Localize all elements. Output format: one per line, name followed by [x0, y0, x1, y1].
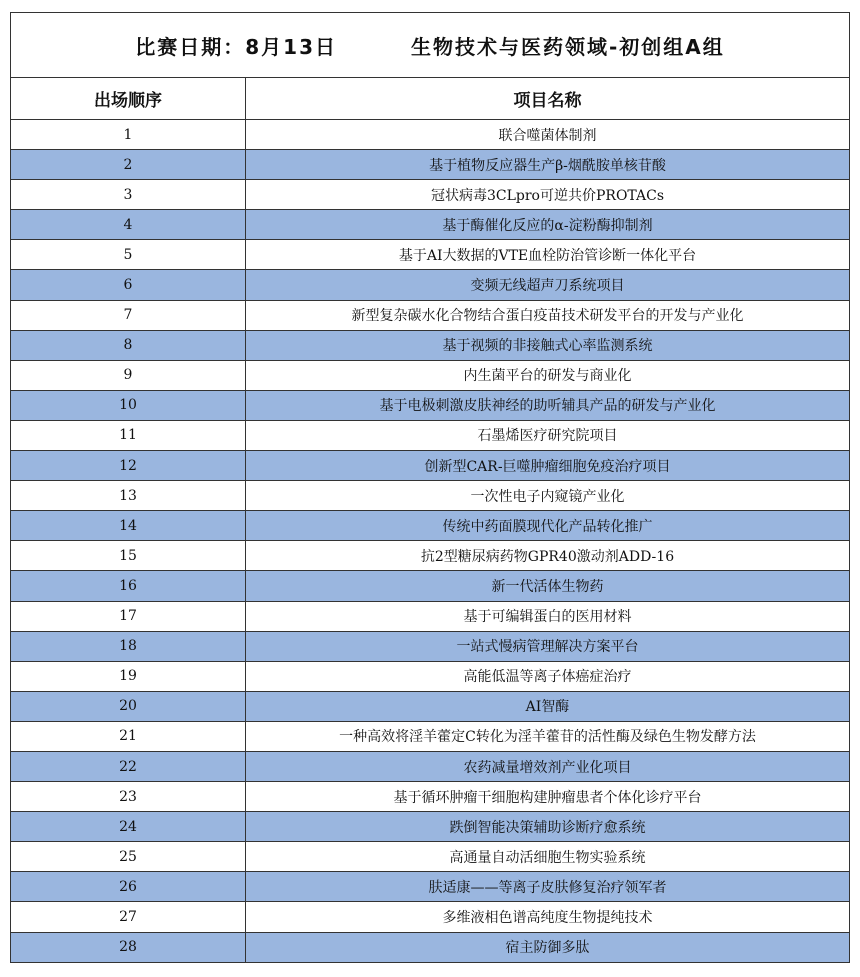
order-cell: 15	[11, 541, 246, 571]
table-row	[11, 541, 850, 571]
order-cell: 18	[11, 631, 246, 661]
competition-date: 比赛日期：8月13日	[135, 34, 337, 59]
order-cell: 2	[11, 150, 246, 180]
project-name-cell: 内生菌平台的研发与商业化	[246, 360, 850, 390]
project-name-cell: 联合噬菌体制剂	[246, 120, 850, 150]
table-row	[11, 481, 850, 511]
project-name-cell: 变频无线超声刀系统项目	[246, 270, 850, 300]
order-cell: 11	[11, 420, 246, 450]
table-row	[11, 601, 850, 631]
project-name-cell: 肤适康——等离子皮肤修复治疗领军者	[246, 872, 850, 902]
table-row	[11, 300, 850, 330]
project-name-cell: 一站式慢病管理解决方案平台	[246, 631, 850, 661]
table-row	[11, 872, 850, 902]
table-row	[11, 210, 850, 240]
title-cell	[11, 13, 850, 78]
order-cell: 14	[11, 511, 246, 541]
order-cell: 27	[11, 902, 246, 932]
project-name-cell: 宿主防御多肽	[246, 932, 850, 962]
project-name-cell: 高能低温等离子体癌症治疗	[246, 661, 850, 691]
project-name-cell: 石墨烯医疗研究院项目	[246, 420, 850, 450]
order-cell: 26	[11, 872, 246, 902]
project-name-cell: 基于电极刺激皮肤神经的助听辅具产品的研发与产业化	[246, 390, 850, 420]
table-row	[11, 812, 850, 842]
project-name-cell: AI智酶	[246, 691, 850, 721]
project-name-cell: 新一代活体生物药	[246, 571, 850, 601]
order-cell: 16	[11, 571, 246, 601]
order-cell: 19	[11, 661, 246, 691]
order-cell: 24	[11, 812, 246, 842]
order-cell: 5	[11, 240, 246, 270]
order-cell: 20	[11, 691, 246, 721]
project-name-cell: 农药减量增效剂产业化项目	[246, 751, 850, 781]
table-row	[11, 270, 850, 300]
order-cell: 10	[11, 390, 246, 420]
project-name-cell: 冠状病毒3CLpro可逆共价PROTACs	[246, 180, 850, 210]
order-cell: 28	[11, 932, 246, 962]
table-row	[11, 240, 850, 270]
order-cell: 13	[11, 481, 246, 511]
project-name-cell: 多维液相色谱高纯度生物提纯技术	[246, 902, 850, 932]
order-cell: 6	[11, 270, 246, 300]
table-row	[11, 511, 850, 541]
table-row	[11, 120, 850, 150]
header-row	[11, 78, 850, 120]
order-cell: 25	[11, 842, 246, 872]
order-cell: 7	[11, 300, 246, 330]
table-row	[11, 150, 850, 180]
project-name-cell: 创新型CAR-巨噬肿瘤细胞免疫治疗项目	[246, 451, 850, 481]
project-name-cell: 基于植物反应器生产β-烟酰胺单核苷酸	[246, 150, 850, 180]
project-name-cell: 抗2型糖尿病药物GPR40激动剂ADD-16	[246, 541, 850, 571]
order-cell: 23	[11, 782, 246, 812]
title-row	[11, 13, 850, 78]
table-row	[11, 180, 850, 210]
header-order: 出场顺序	[11, 78, 246, 120]
table-row	[11, 390, 850, 420]
table-row	[11, 661, 850, 691]
project-name-cell: 基于视频的非接触式心率监测系统	[246, 330, 850, 360]
order-cell: 3	[11, 180, 246, 210]
table-row	[11, 842, 850, 872]
project-name-cell: 基于AI大数据的VTE血栓防治管诊断一体化平台	[246, 240, 850, 270]
table-row	[11, 360, 850, 390]
order-cell: 8	[11, 330, 246, 360]
order-cell: 9	[11, 360, 246, 390]
order-cell: 12	[11, 451, 246, 481]
project-name-cell: 基于可编辑蛋白的医用材料	[246, 601, 850, 631]
schedule-table	[10, 12, 850, 963]
table-row	[11, 782, 850, 812]
project-name-cell: 一次性电子内窥镜产业化	[246, 481, 850, 511]
order-cell: 4	[11, 210, 246, 240]
project-name-cell: 跌倒智能决策辅助诊断疗愈系统	[246, 812, 850, 842]
table-row	[11, 330, 850, 360]
project-name-cell: 基于酶催化反应的α-淀粉酶抑制剂	[246, 210, 850, 240]
project-name-cell: 基于循环肿瘤干细胞构建肿瘤患者个体化诊疗平台	[246, 782, 850, 812]
table-row	[11, 751, 850, 781]
project-name-cell: 高通量自动活细胞生物实验系统	[246, 842, 850, 872]
project-name-cell: 传统中药面膜现代化产品转化推广	[246, 511, 850, 541]
table-row	[11, 631, 850, 661]
table-row	[11, 932, 850, 962]
order-cell: 21	[11, 721, 246, 751]
table-row	[11, 902, 850, 932]
header-project-name: 项目名称	[246, 78, 850, 120]
project-name-cell: 一种高效将淫羊藿定C转化为淫羊藿苷的活性酶及绿色生物发酵方法	[246, 721, 850, 751]
table-row	[11, 691, 850, 721]
order-cell: 1	[11, 120, 246, 150]
order-cell: 17	[11, 601, 246, 631]
table-row	[11, 451, 850, 481]
table-row	[11, 420, 850, 450]
table-row	[11, 721, 850, 751]
project-name-cell: 新型复杂碳水化合物结合蛋白疫苗技术研发平台的开发与产业化	[246, 300, 850, 330]
order-cell: 22	[11, 751, 246, 781]
table-row	[11, 571, 850, 601]
group-title: 生物技术与医药领域-初创组A组	[410, 34, 725, 59]
